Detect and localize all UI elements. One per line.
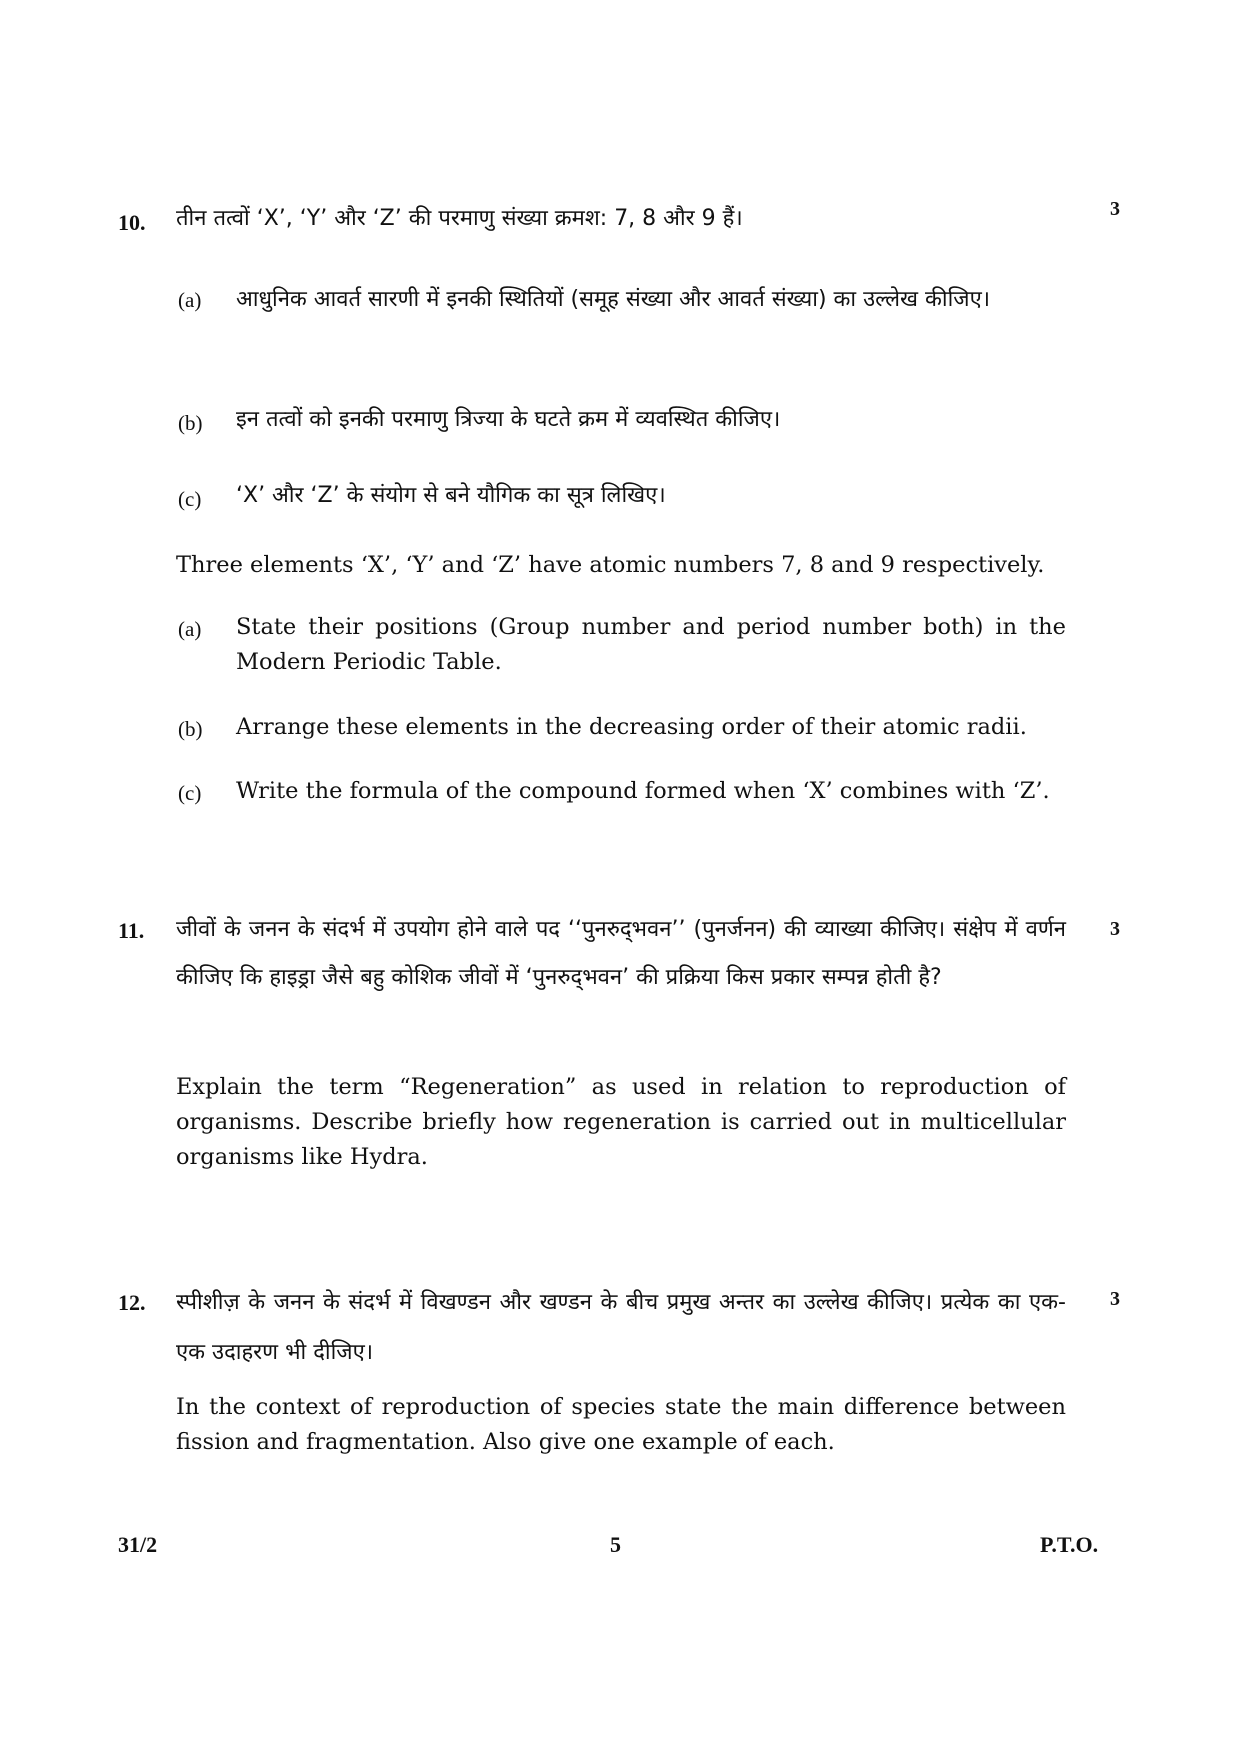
part-text-english: State their positions (Group number and period number both) in the Modern Periodic Table. <box>236 614 1066 675</box>
question-stem-english: Three elements ‘X’, ‘Y’ and ‘Z’ have atomic numbers 7, 8 and 9 respectively. <box>176 552 1045 578</box>
paper-code: 31/2 <box>118 1532 158 1557</box>
question-marks: 3 <box>1110 198 1120 220</box>
question-marks: 3 <box>1110 918 1120 940</box>
question-number: 12. <box>118 1290 146 1315</box>
question-text-english: Explain the term “Regeneration” as used in relation to reproduction of organisms. Describe briefly how regeneration is carried out in multicellular organisms like Hydra. <box>176 1074 1066 1170</box>
part-label: (a) <box>178 617 202 641</box>
part-text-english: Write the formula of the compound formed when ‘X’ combines with ‘Z’. <box>236 778 1050 804</box>
part-text-hindi: आधुनिक आवर्त सारणी में इनकी स्थितियों (समूह संख्या और आवर्त संख्या) का उल्लेख कीजिए। <box>236 287 991 312</box>
question-stem-hindi: तीन तत्वों ‘X’, ‘Y’ और ‘Z’ की परमाणु संख्या क्रमश: 7, 8 और 9 हैं। <box>176 206 743 231</box>
part-label: (b) <box>178 717 203 741</box>
question-marks: 3 <box>1110 1288 1120 1310</box>
question-number: 11. <box>118 918 145 943</box>
please-turn-over: P.T.O. <box>1040 1532 1099 1557</box>
part-label: (b) <box>178 411 203 435</box>
part-text-english: Arrange these elements in the decreasing order of their atomic radii. <box>236 714 1027 740</box>
part-label: (c) <box>178 781 202 805</box>
part-text-hindi: इन तत्वों को इनकी परमाणु त्रिज्या के घटते क्रम में व्यवस्थित कीजिए। <box>236 407 781 432</box>
question-text-english: In the context of reproduction of species state the main difference between fission and fragmentation. Also give one example of each. <box>176 1394 1066 1455</box>
question-text-hindi: जीवों के जनन के संदर्भ में उपयोग होने वाले पद ‘‘पुनरुद्‌भवन’’ (पुनर्जनन) की व्याख्या कीजिए। संक्षेप में वर्णन कीजिए कि हाइड्रा जैसे बहु कोशिक जीवों में ‘पुनरुद्‌भवन’ की प्रक्रिया किस प्रकार सम्पन्न होती है? <box>176 917 1066 990</box>
question-text-hindi: स्पीशीज़ के जनन के संदर्भ में विखण्डन और खण्डन के बीच प्रमुख अन्तर का उल्लेख कीजिए। प्रत्येक का एक-एक उदाहरण भी दीजिए। <box>176 1290 1066 1365</box>
part-label: (a) <box>178 288 202 312</box>
part-label: (c) <box>178 487 202 511</box>
question-number: 10. <box>118 210 146 235</box>
page-number: 5 <box>610 1532 621 1557</box>
part-text-hindi: ‘X’ और ‘Z’ के संयोग से बने यौगिक का सूत्र लिखिए। <box>236 483 666 508</box>
